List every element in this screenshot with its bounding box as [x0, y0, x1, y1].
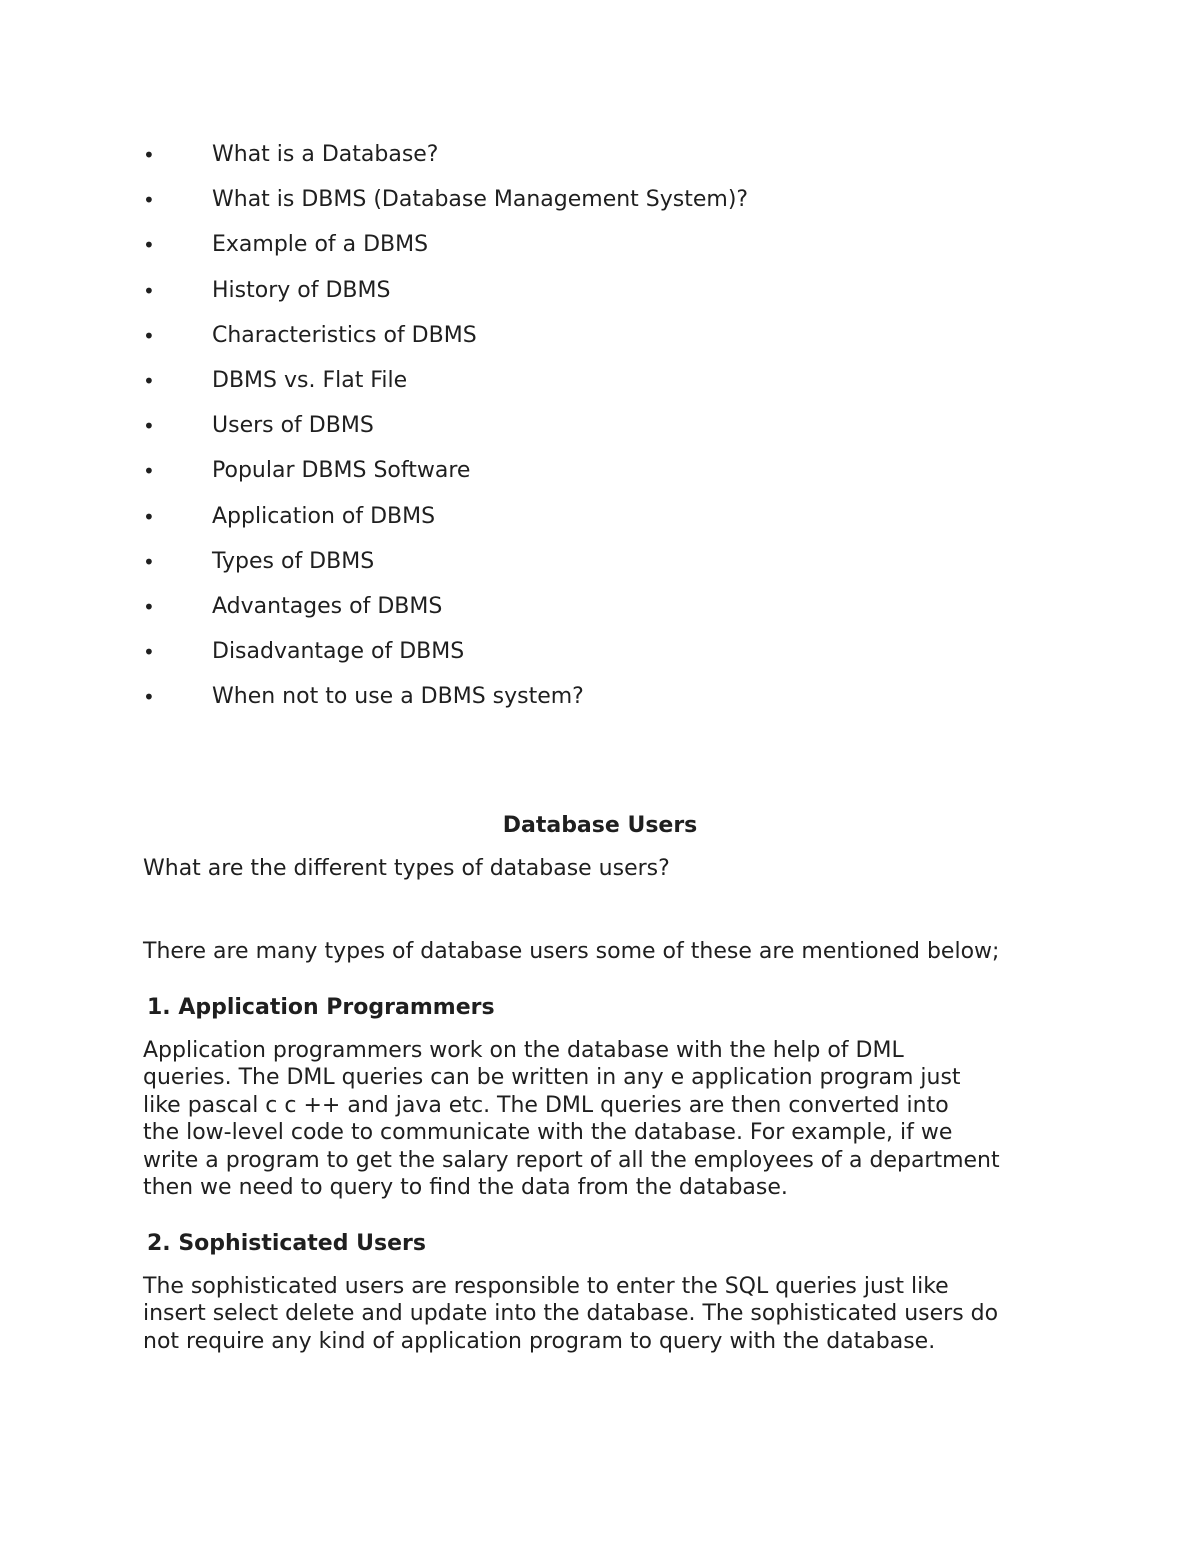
bullet-icon: •	[143, 459, 155, 484]
list-item-text: What is DBMS (Database Management System)?	[212, 187, 749, 213]
paragraph-line: then we need to query to find the data from the database.	[143, 1175, 788, 1201]
paragraph-line: write a program to get the salary report of all the employees of a department	[143, 1147, 1000, 1173]
paragraph-line: insert select delete and update into the database. The sophisticated users do	[143, 1301, 999, 1327]
list-item-text: Example of a DBMS	[212, 232, 429, 258]
bullet-icon: •	[143, 188, 155, 213]
bullet-icon: •	[143, 685, 155, 710]
bullet-icon: •	[143, 640, 155, 665]
section-question: What are the different types of database users?	[143, 856, 670, 881]
bullet-icon: •	[143, 233, 155, 258]
subsection-heading-application-programmers: 1. Application Programmers	[147, 995, 495, 1020]
list-item-text: What is a Database?	[212, 142, 439, 167]
section-intro: There are many types of database users some of these are mentioned below;	[143, 939, 1000, 964]
section-title: Database Users	[502, 813, 698, 838]
bullet-icon: •	[143, 549, 155, 574]
list-item-text: Users of DBMS	[212, 413, 374, 439]
bullet-icon: •	[143, 414, 155, 439]
bullet-icon: •	[143, 504, 155, 529]
paragraph-line: Application programmers work on the database with the help of DML	[143, 1038, 904, 1063]
list-item-text: Advantages of DBMS	[212, 593, 443, 619]
bullet-icon: •	[143, 368, 155, 393]
list-item-text: Disadvantage of DBMS	[212, 639, 465, 665]
list-item-text: Types of DBMS	[212, 548, 375, 574]
list-item-text: History of DBMS	[212, 277, 391, 303]
paragraph-sophisticated-users	[143, 1273, 1083, 1355]
list-item-text: Popular DBMS Software	[212, 458, 471, 484]
paragraph-line: like pascal c c ++ and java etc. The DML queries are then converted into	[143, 1092, 949, 1118]
paragraph-line: the low-level code to communicate with the database. For example, if we	[143, 1120, 953, 1146]
list-item-text: Characteristics of DBMS	[212, 322, 477, 348]
bullet-icon: •	[143, 323, 155, 348]
list-item-text: When not to use a DBMS system?	[212, 684, 584, 710]
bullet-icon: •	[143, 594, 155, 619]
list-item-text: DBMS vs. Flat File	[212, 367, 408, 393]
paragraph-line: not require any kind of application program to query with the database.	[143, 1328, 936, 1354]
paragraph-application-programmers	[143, 1037, 1083, 1201]
paragraph-line: The sophisticated users are responsible to enter the SQL queries just like	[143, 1274, 949, 1299]
bullet-icon: •	[143, 143, 155, 167]
subsection-heading-sophisticated-users: 2. Sophisticated Users	[147, 1231, 426, 1256]
paragraph-line: queries. The DML queries can be written in any e application program just	[143, 1065, 961, 1091]
bullet-icon: •	[143, 278, 155, 303]
list-item-text: Application of DBMS	[212, 503, 436, 529]
